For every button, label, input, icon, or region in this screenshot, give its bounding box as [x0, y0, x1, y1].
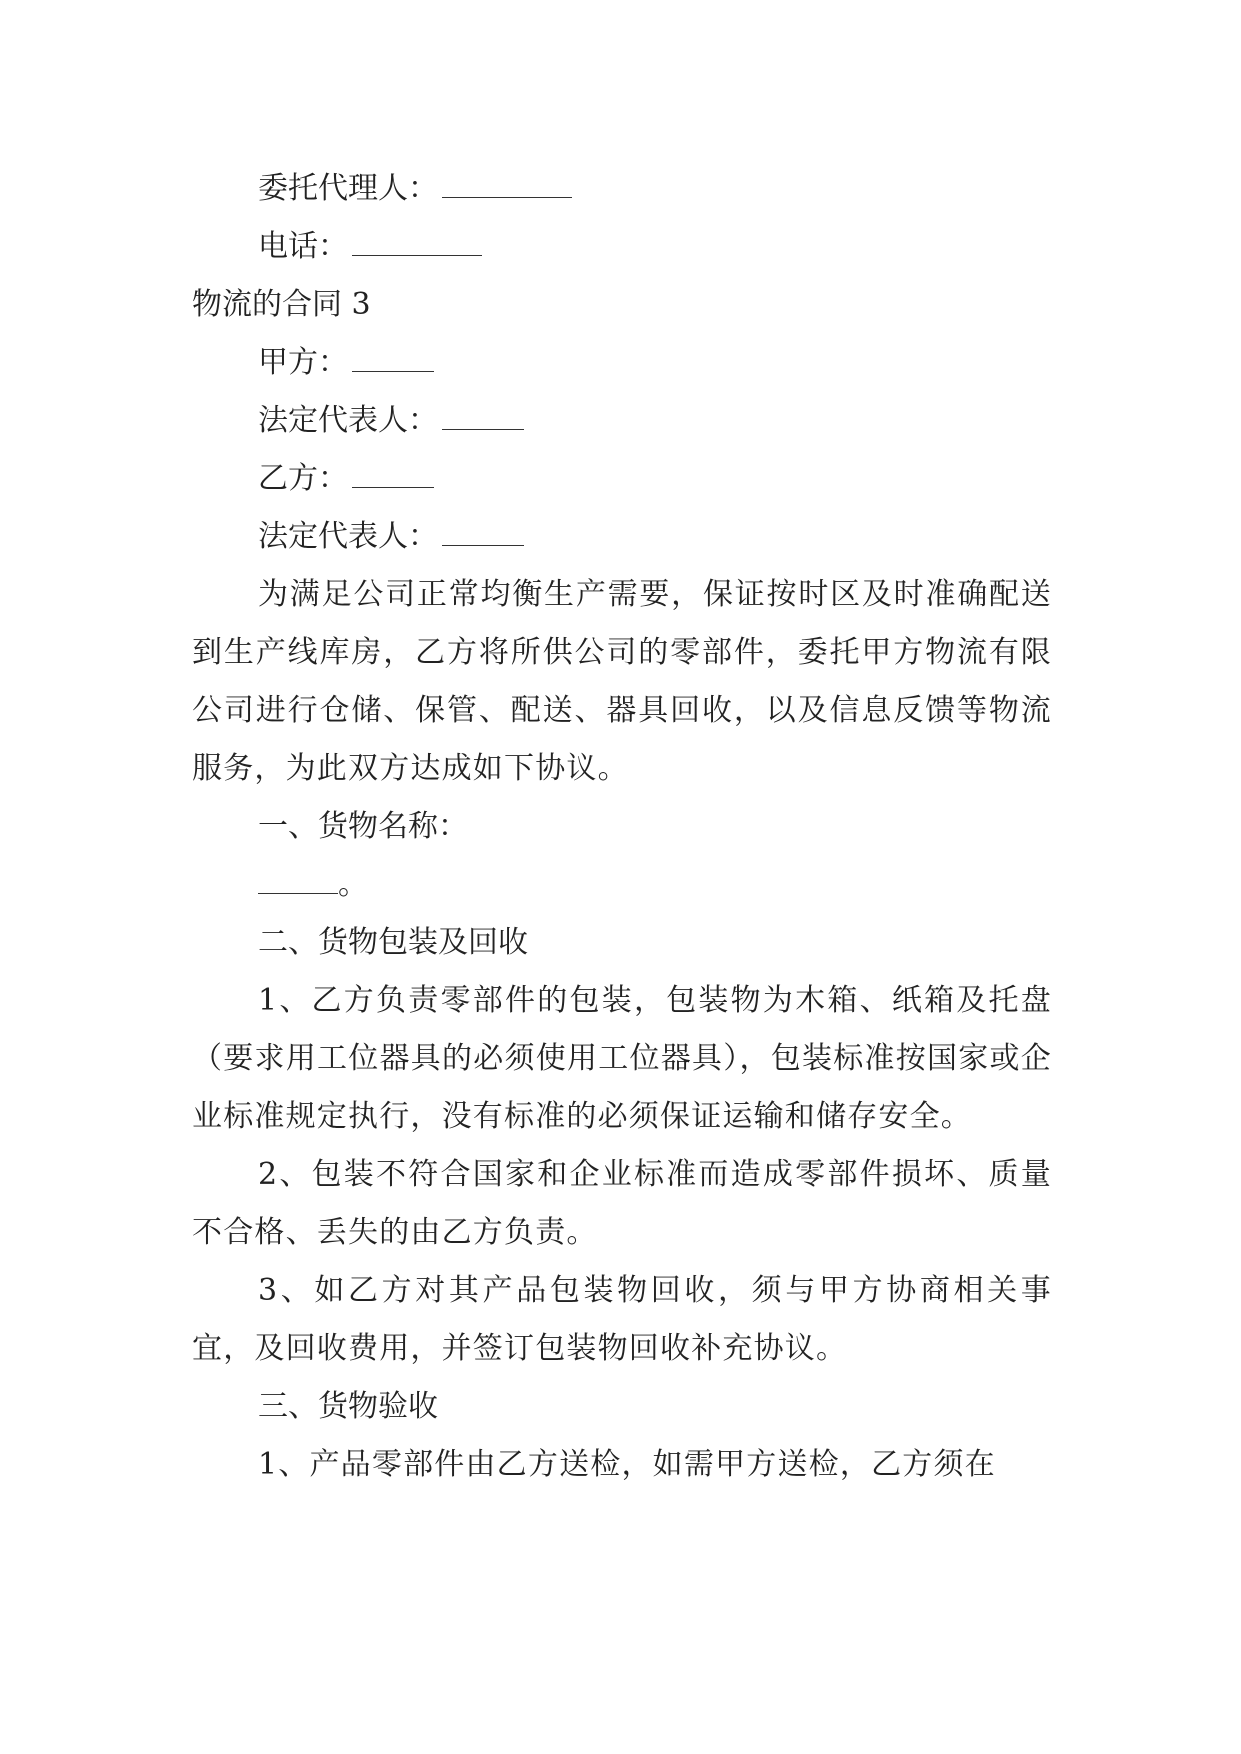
party-b-rep-line: [192, 508, 1052, 566]
section2-item3: 3、如乙方对其产品包装物回收，须与甲方协商相关事宜，及回收费用，并签订包装物回收补充协议。: [192, 1273, 1052, 1366]
party-a-rep-line: [192, 392, 1052, 450]
phone-line: [192, 218, 1052, 276]
party-b-blank: [352, 477, 434, 488]
goods-name-blank: [258, 883, 338, 894]
party-b-line: [192, 450, 1052, 508]
section2-heading: 二、货物包装及回收: [258, 925, 528, 960]
party-a-rep-label: 法定代表人：: [258, 403, 438, 438]
party-b-rep-blank: [442, 535, 524, 546]
agent-line: [192, 160, 1052, 218]
goods-name-line: [192, 856, 1052, 914]
phone-label: 电话：: [258, 229, 348, 264]
party-b-rep-label: 法定代表人：: [258, 519, 438, 554]
contract-title: 物流的合同 3: [192, 287, 371, 322]
party-a-label: 甲方：: [258, 345, 348, 380]
party-a-line: [192, 334, 1052, 392]
section3-item1: 1、产品零部件由乙方送检，如需甲方送检，乙方须在: [258, 1447, 996, 1482]
party-b-label: 乙方：: [258, 461, 348, 496]
section1-heading: 一、货物名称：: [258, 809, 468, 844]
phone-blank: [352, 245, 482, 256]
party-a-blank: [352, 361, 434, 372]
section2-item2: 2、包装不符合国家和企业标准而造成零部件损坏、质量不合格、丢失的由乙方负责。: [192, 1157, 1052, 1250]
goods-name-suffix: 。: [338, 867, 368, 902]
intro-paragraph: 为满足公司正常均衡生产需要，保证按时区及时准确配送到生产线库房，乙方将所供公司的零部件，委托甲方物流有限公司进行仓储、保管、配送、器具回收，以及信息反馈等物流服务，为此双方达成如下协议。: [192, 577, 1052, 786]
agent-blank: [442, 187, 572, 198]
party-a-rep-blank: [442, 419, 524, 430]
section3-heading: 三、货物验收: [258, 1389, 438, 1424]
agent-label: 委托代理人：: [258, 171, 438, 206]
document-content: [192, 160, 1052, 1494]
section2-item1: 1、乙方负责零部件的包装，包装物为木箱、纸箱及托盘（要求用工位器具的必须使用工位器具），包装标准按国家或企业标准规定执行，没有标准的必须保证运输和储存安全。: [192, 983, 1052, 1134]
